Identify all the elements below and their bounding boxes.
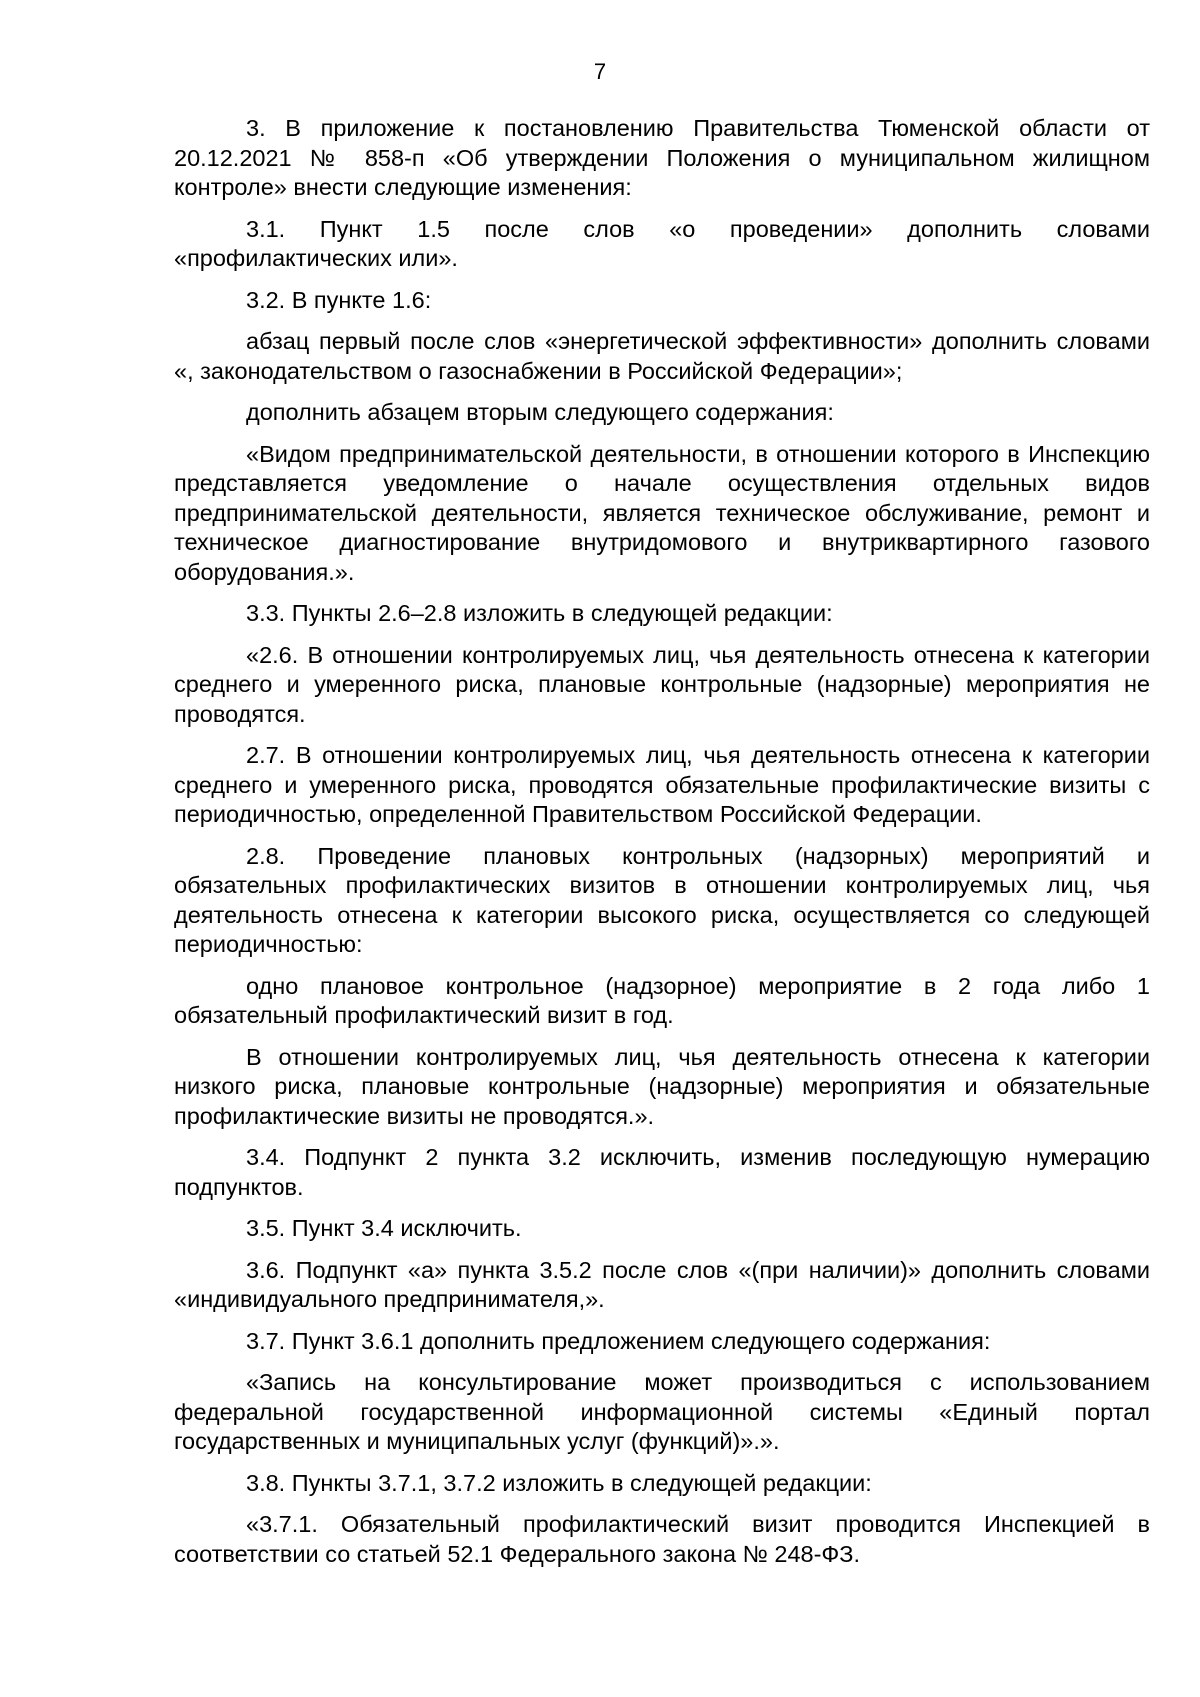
paragraph-3-8: 3.8. Пункты 3.7.1, 3.7.2 изложить в следующей редакции: [246, 1469, 872, 1496]
paragraph-3-1: 3.1. Пункт 1.5 после слов «о проведении» дополнить словами «профилактических или». [174, 215, 1150, 271]
paragraph-2-6: «2.6. В отношении контролируемых лиц, чья деятельность отнесена к категории среднего и умеренного риска, плановые контрольные (надзорные) мероприятия не проводятся. [174, 641, 1150, 727]
page-number: 7 [593, 59, 607, 84]
paragraph-2-8-low-risk: В отношении контролируемых лиц, чья деятельность отнесена к категории низкого риска, плановые контрольные (надзорные) мероприятия и обязательные профилактические визиты не проводятся.». [174, 1043, 1150, 1129]
paragraph-2-8-periodicity: одно плановое контрольное (надзорное) мероприятие в 2 года либо 1 обязательный профилактический визит в год. [174, 972, 1150, 1028]
paragraph-2-7: 2.7. В отношении контролируемых лиц, чья деятельность отнесена к категории среднего и умеренного риска, проводятся обязательные профилактические визиты с периодичностью, определенной Правительством Российской Федерации. [174, 742, 1150, 827]
paragraph-3: 3. В приложение к постановлению Правительства Тюменской области от 20.12.2021 № 858-п «Об утверждении Положения о муниципальном жилищном контроле» внести следующие изменения: [174, 115, 1150, 200]
paragraph-3-3: 3.3. Пункты 2.6–2.8 изложить в следующей редакции: [246, 600, 833, 626]
paragraph-3-2-quote: «Видом предпринимательской деятельности, в отношении которого в Инспекцию представляется уведомление о начале осуществления отдельных видов предпринимательской деятельности, является техническое обслуживание, ремонт и техническое диагностирование внутридомового и внутриквартирного газового оборудования.». [174, 440, 1150, 585]
paragraph-3-2-abzac-1: абзац первый после слов «энергетической эффективности» дополнить словами «, законодательством о газоснабжении в Российской Федерации»; [174, 328, 1150, 384]
paragraph-3-2: 3.2. В пункте 1.6: [246, 286, 432, 313]
paragraph-3-5: 3.5. Пункт 3.4 исключить. [246, 1215, 522, 1241]
paragraph-3-2-abzac-2: дополнить абзацем вторым следующего содержания: [246, 399, 834, 425]
paragraph-3-7: 3.7. Пункт 3.6.1 дополнить предложением следующего содержания: [246, 1327, 991, 1354]
paragraph-3-7-1: «3.7.1. Обязательный профилактический визит проводится Инспекцией в соответствии со статьей 52.1 Федерального закона № 248-ФЗ. [174, 1511, 1150, 1567]
paragraph-2-8: 2.8. Проведение плановых контрольных (надзорных) мероприятий и обязательных профилактических визитов в отношении контролируемых лиц, чья деятельность отнесена к категории высокого риска, осуществляется со следующей периодичностью: [174, 842, 1150, 957]
document-body [174, 114, 1150, 1581]
paragraph-3-7-quote: «Запись на консультирование может производиться с использованием федеральной государственной информационной системы «Единый портал государственных и муниципальных услуг (функций)».». [174, 1369, 1150, 1454]
paragraph-3-6: 3.6. Подпункт «а» пункта 3.5.2 после слов «(при наличии)» дополнить словами «индивидуального предпринимателя,». [174, 1256, 1150, 1312]
paragraph-3-4: 3.4. Подпункт 2 пункта 3.2 исключить, изменив последующую нумерацию подпунктов. [174, 1144, 1150, 1200]
